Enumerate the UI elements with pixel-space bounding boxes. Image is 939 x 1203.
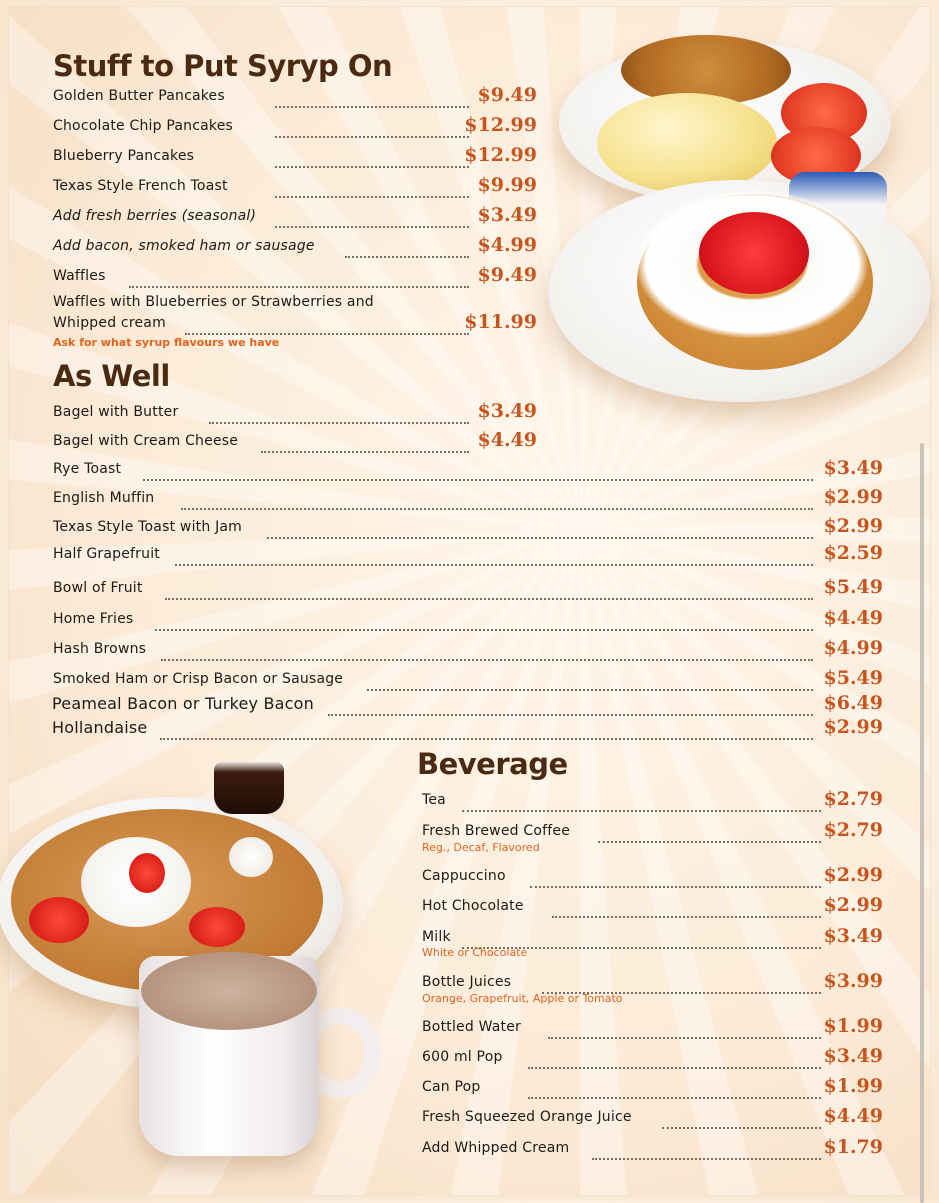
item-name: Cappuccino: [422, 868, 506, 884]
leader-dots: [528, 1067, 821, 1069]
item-price: $3.49: [477, 400, 537, 422]
item-price: $2.99: [823, 864, 883, 886]
menu-item: [422, 1045, 883, 1072]
item-price: $5.49: [823, 576, 883, 598]
leader-dots: [261, 451, 469, 453]
leader-dots: [528, 1097, 821, 1099]
menu-item: [52, 692, 883, 719]
item-name: Bottle Juices: [422, 974, 512, 990]
leader-dots: [160, 738, 813, 740]
item-name: Fresh Brewed Coffee: [422, 823, 571, 839]
menu-item: [53, 234, 537, 261]
item-price: $4.49: [823, 607, 883, 629]
leader-dots: [161, 659, 813, 661]
leader-dots: [185, 333, 469, 335]
item-name-line1: Waffles with Blueberries or Strawberries and: [53, 294, 374, 310]
aswell-section-title: As Well: [53, 359, 170, 393]
hot-chocolate-mug-image: [133, 952, 383, 1164]
item-name: Add Whipped Cream: [422, 1140, 570, 1156]
item-name: English Muffin: [53, 490, 155, 506]
leader-dots: [548, 1037, 821, 1039]
item-name: Can Pop: [422, 1079, 481, 1095]
menu-item: [422, 1105, 883, 1132]
item-name: Texas Style French Toast: [53, 178, 228, 194]
item-name: Add bacon, smoked ham or sausage: [53, 238, 315, 254]
menu-item: [53, 204, 537, 231]
item-name: Fresh Squeezed Orange Juice: [422, 1109, 632, 1125]
item-price: $2.99: [823, 515, 883, 537]
item-price: $2.79: [823, 819, 883, 841]
item-name: Whipped cream: [53, 315, 166, 331]
leader-dots: [155, 629, 813, 631]
leader-dots: [175, 564, 813, 566]
item-name: Golden Butter Pancakes: [53, 88, 225, 104]
item-price: $3.49: [477, 204, 537, 226]
menu-item: [53, 486, 883, 513]
item-price: $3.49: [823, 457, 883, 479]
item-price: $9.99: [477, 174, 537, 196]
menu-item: [53, 667, 883, 694]
item-price: $5.49: [823, 667, 883, 689]
item-name: Home Fries: [53, 611, 134, 627]
leader-dots: [345, 256, 469, 258]
item-price: $12.99: [464, 144, 537, 166]
syrup-cup-image: [214, 762, 284, 814]
scrollbar[interactable]: [920, 443, 924, 1203]
item-name: Blueberry Pancakes: [53, 148, 195, 164]
item-price: $9.49: [477, 84, 537, 106]
menu-item: [422, 1015, 883, 1042]
leader-dots: [209, 422, 469, 424]
item-name: Hollandaise: [52, 718, 148, 737]
leader-dots: [367, 689, 813, 691]
item-note: Orange, Grapefruit, Apple or Tomato: [422, 992, 623, 1005]
item-note: White or Chocolate: [422, 946, 528, 959]
item-price: $4.99: [477, 234, 537, 256]
item-name: Chocolate Chip Pancakes: [53, 118, 234, 134]
menu-item: [422, 864, 883, 891]
item-price: $2.99: [823, 894, 883, 916]
item-name: Milk: [422, 929, 451, 945]
menu-item: [53, 264, 537, 291]
menu-item: [53, 400, 537, 427]
item-price: $4.49: [823, 1105, 883, 1127]
menu-item: [422, 788, 883, 815]
leader-dots: [530, 886, 821, 888]
item-note: Reg., Decaf, Flavored: [422, 841, 540, 854]
item-name: Add fresh berries (seasonal): [53, 208, 257, 224]
beverage-section-title: Beverage: [417, 747, 568, 781]
menu-item: [53, 144, 537, 171]
item-name: Bowl of Fruit: [53, 580, 143, 596]
leader-dots: [662, 1127, 821, 1129]
menu-item: [53, 114, 537, 141]
item-price: $1.99: [823, 1015, 883, 1037]
leader-dots: [328, 714, 813, 716]
leader-dots: [275, 226, 469, 228]
menu-item: [53, 311, 537, 338]
menu-item: [53, 457, 883, 484]
item-name: Smoked Ham or Crisp Bacon or Sausage: [53, 671, 344, 687]
item-name: Bagel with Butter: [53, 404, 179, 420]
item-name: Bagel with Cream Cheese: [53, 433, 239, 449]
leader-dots: [552, 916, 821, 918]
item-price: $11.99: [464, 311, 537, 333]
item-price: $2.59: [823, 542, 883, 564]
menu-item: [53, 84, 537, 111]
item-name: Rye Toast: [53, 461, 122, 477]
item-price: $12.99: [464, 114, 537, 136]
menu-item: [53, 542, 883, 569]
item-name: Tea: [422, 792, 446, 808]
item-name: Bottled Water: [422, 1019, 521, 1035]
item-price: $2.99: [823, 716, 883, 738]
item-price: $9.49: [477, 264, 537, 286]
item-name: Hash Browns: [53, 641, 147, 657]
item-price: $6.49: [823, 692, 883, 714]
item-price: $2.79: [823, 788, 883, 810]
menu-item: [53, 429, 537, 456]
item-name: Texas Style Toast with Jam: [53, 519, 243, 535]
item-price: $2.99: [823, 486, 883, 508]
item-price: $3.99: [823, 970, 883, 992]
menu-page: [8, 6, 931, 1196]
item-name: 600 ml Pop: [422, 1049, 503, 1065]
item-price: $1.99: [823, 1075, 883, 1097]
item-name: Half Grapefruit: [53, 546, 160, 562]
leader-dots: [598, 841, 821, 843]
leader-dots: [275, 106, 469, 108]
leader-dots: [143, 479, 813, 481]
item-price: $4.99: [823, 637, 883, 659]
leader-dots: [275, 136, 469, 138]
menu-item: [53, 576, 883, 603]
menu-item: [53, 637, 883, 664]
menu-item: [53, 174, 537, 201]
menu-item: [53, 607, 883, 634]
leader-dots: [462, 810, 821, 812]
leader-dots: [275, 196, 469, 198]
menu-item: [422, 1075, 883, 1102]
leader-dots: [165, 598, 813, 600]
item-price: $4.49: [477, 429, 537, 451]
waffle-plate-image: [549, 172, 934, 402]
item-price: $1.79: [823, 1136, 883, 1158]
leader-dots: [181, 508, 813, 510]
syrup-note: Ask for what syrup flavours we have: [53, 336, 280, 349]
item-name: Peameal Bacon or Turkey Bacon: [52, 694, 315, 713]
item-price: $3.49: [823, 1045, 883, 1067]
item-name: Hot Chocolate: [422, 898, 524, 914]
menu-item: [52, 716, 883, 743]
menu-item: [422, 894, 883, 921]
item-name: Waffles: [53, 268, 106, 284]
menu-item: [422, 1136, 883, 1163]
leader-dots: [129, 286, 469, 288]
syrup-section-title: Stuff to Put Syryp On: [53, 49, 393, 83]
leader-dots: [275, 166, 469, 168]
leader-dots: [592, 1158, 821, 1160]
menu-item: [53, 515, 883, 542]
item-price: $3.49: [823, 925, 883, 947]
leader-dots: [267, 537, 813, 539]
